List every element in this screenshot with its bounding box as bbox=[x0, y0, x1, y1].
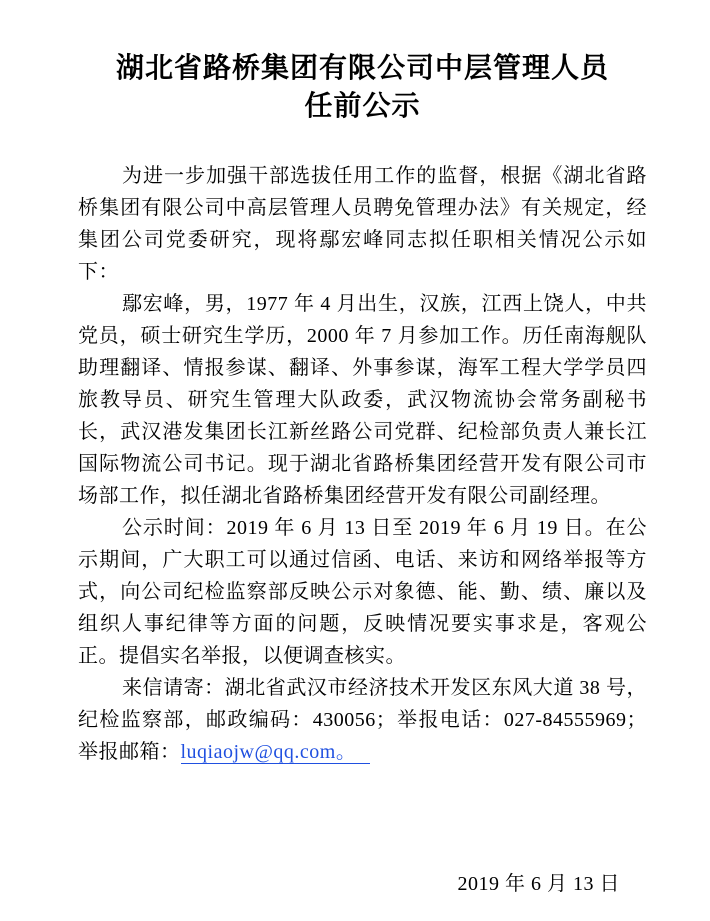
contact-text: 来信请寄：湖北省武汉市经济技术开发区东风大道 38 号，纪检监察部，邮政编码：430056；举报电话：027-84555969；举报邮箱： bbox=[78, 677, 647, 763]
title-line-1: 湖北省路桥集团有限公司中层管理人员 bbox=[115, 53, 609, 84]
email-link[interactable]: luqiaojw@qq.com。 bbox=[181, 741, 371, 764]
page-title bbox=[78, 50, 647, 126]
paragraph-announcement-period: 公示时间：2019 年 6 月 13 日至 2019 年 6 月 19 日。在公示期间，广大职工可以通过信函、电话、来访和网络举报等方式，向公司纪检监察部反映公示对象德、能、勤、绩、廉以及组织人事纪律等方面的问题，反映情况要实事求是，客观公正。提倡实名举报，以便调查核实。 bbox=[78, 517, 647, 667]
paragraph-intro: 为进一步加强干部选拔任用工作的监督，根据《湖北省路桥集团有限公司中高层管理人员聘免管理办法》有关规定，经集团公司党委研究，现将鄢宏峰同志拟任职相关情况公示如下： bbox=[78, 165, 647, 283]
paragraph-contact bbox=[78, 672, 647, 768]
title-line-2: 任前公示 bbox=[304, 91, 421, 122]
paragraph-biography: 鄢宏峰，男，1977 年 4 月出生，汉族，江西上饶人，中共党员，硕士研究生学历，2000 年 7 月参加工作。历任南海舰队助理翻译、情报参谋、翻译、外事参谋，海军工程大学学员四旅教导员、研究生管理大队政委，武汉物流协会常务副秘书长，武汉港发集团长江新丝路公司党群、纪检部负责人兼长江国际物流公司书记。现于湖北省路桥集团经营开发有限公司市场部工作，拟任湖北省路桥集团经营开发有限公司副经理。 bbox=[78, 293, 647, 507]
signature-date: 2019 年 6 月 13 日 bbox=[457, 873, 620, 895]
document-body bbox=[78, 160, 647, 768]
